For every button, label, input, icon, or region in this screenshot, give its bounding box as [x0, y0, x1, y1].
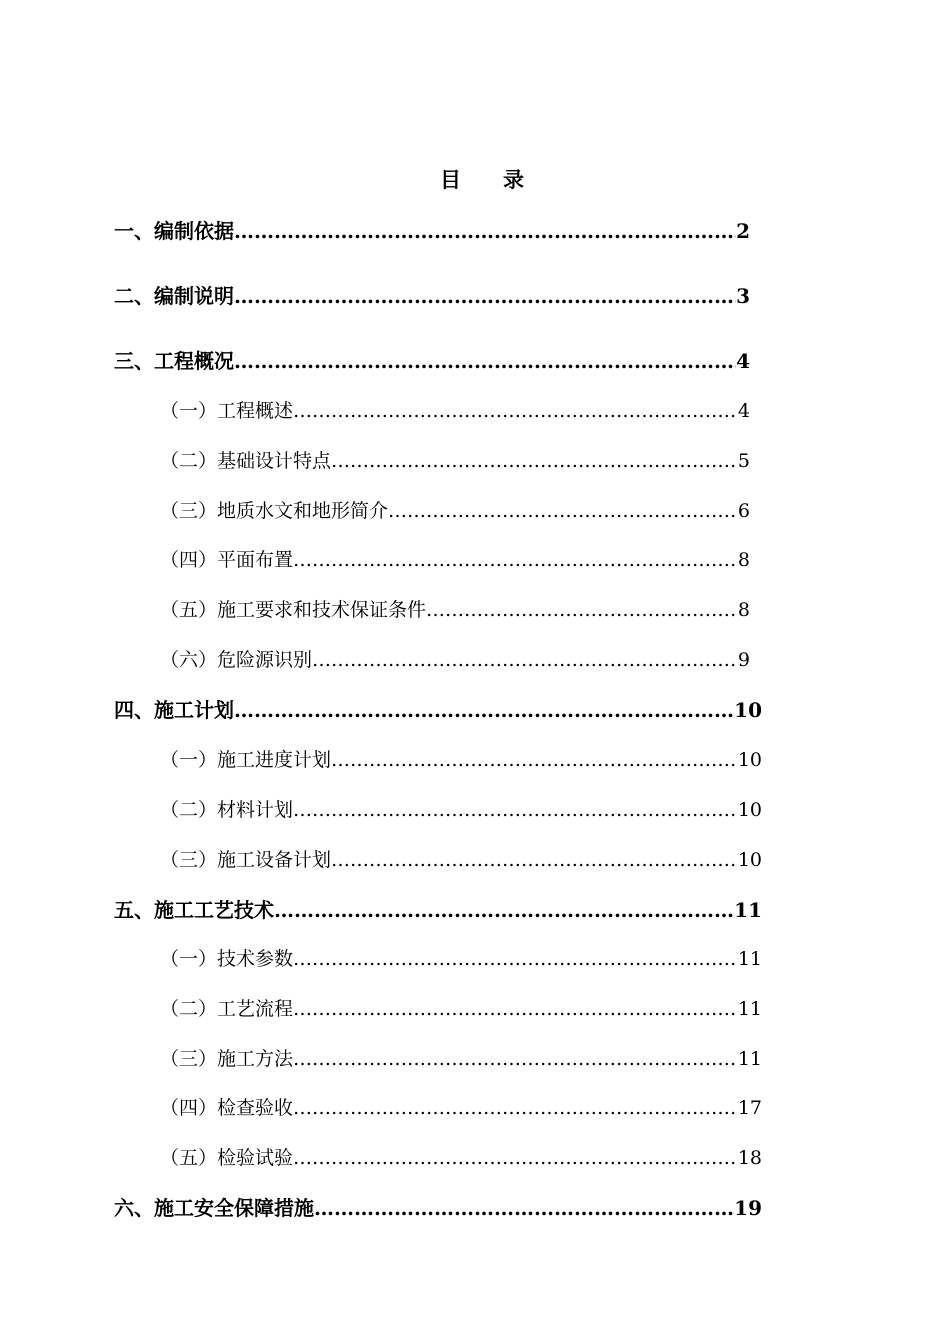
toc-leader — [293, 1093, 738, 1123]
toc-leader — [426, 595, 738, 625]
toc-entry-page: 18 — [737, 1147, 762, 1169]
toc-leader — [293, 545, 738, 575]
toc-entry-page: 9 — [737, 649, 750, 671]
toc-entry-3-5[interactable] — [160, 595, 750, 625]
toc-entry-label: （六）危险源识别 — [160, 649, 313, 671]
toc-leader — [331, 845, 738, 875]
toc-leader — [314, 1193, 734, 1223]
toc-entry-2[interactable] — [114, 281, 750, 311]
toc-entry-label: （三）施工方法 — [160, 1048, 294, 1070]
toc-entry-5-3[interactable] — [160, 1044, 762, 1074]
toc-entry-page: 4 — [737, 400, 750, 422]
toc-entry-3-6[interactable] — [160, 645, 750, 675]
toc-leader — [274, 895, 734, 925]
toc-leader — [293, 944, 738, 974]
toc-entry-label: （二）工艺流程 — [160, 998, 294, 1020]
toc-entry-page: 10 — [737, 799, 762, 821]
toc-leader — [234, 346, 736, 376]
toc-entry-label: 三、工程概况 — [114, 349, 234, 373]
toc-entry-3-4[interactable] — [160, 545, 750, 575]
toc-entry-page: 4 — [736, 349, 750, 373]
toc-leader — [293, 396, 738, 426]
toc-leader — [331, 745, 738, 775]
toc-entry-label: （三）地质水文和地形简介 — [160, 500, 389, 522]
toc-entry-label: （四）检查验收 — [160, 1097, 294, 1119]
toc-leader — [312, 645, 738, 675]
toc-entry-label: （五）检验试验 — [160, 1147, 294, 1169]
toc-entry-label: （五）施工要求和技术保证条件 — [160, 599, 427, 621]
toc-entry-label: （四）平面布置 — [160, 549, 294, 571]
toc-entry-page: 17 — [737, 1097, 762, 1119]
toc-entry-page: 2 — [736, 219, 750, 243]
toc-entry-page: 5 — [737, 450, 750, 472]
toc-entry-5-2[interactable] — [160, 994, 762, 1024]
toc-entry-page: 8 — [737, 549, 750, 571]
toc-entry-label: （二）基础设计特点 — [160, 450, 332, 472]
toc-title: 目 录 — [440, 167, 524, 192]
toc-entry-label: 一、编制依据 — [114, 219, 234, 243]
toc-entry-label: 五、施工工艺技术 — [114, 898, 274, 922]
toc-entry-page: 11 — [737, 1048, 762, 1070]
toc-entry-3-3[interactable] — [160, 496, 750, 526]
toc-entry-page: 11 — [737, 948, 762, 970]
toc-entry-5-4[interactable] — [160, 1093, 762, 1123]
toc-entry-4-3[interactable] — [160, 845, 762, 875]
toc-leader — [234, 281, 736, 311]
toc-entry-3-1[interactable] — [160, 396, 750, 426]
toc-entry-page: 8 — [737, 599, 750, 621]
toc-entry-label: （一）工程概述 — [160, 400, 294, 422]
toc-entry-label: （一）技术参数 — [160, 948, 294, 970]
toc-entry-5[interactable] — [114, 895, 762, 925]
toc-entry-page: 10 — [737, 849, 762, 871]
toc-leader — [293, 994, 738, 1024]
toc-entry-1[interactable] — [114, 216, 750, 246]
toc-leader — [234, 216, 736, 246]
toc-entry-4-1[interactable] — [160, 745, 762, 775]
toc-entry-page: 19 — [734, 1196, 762, 1220]
toc-entry-6[interactable] — [114, 1193, 762, 1223]
toc-entry-page: 11 — [734, 898, 762, 922]
toc-entry-page: 6 — [737, 500, 750, 522]
toc-entry-label: 六、施工安全保障措施 — [114, 1196, 314, 1220]
toc-entry-4[interactable] — [114, 695, 762, 725]
toc-entry-label: 二、编制说明 — [114, 284, 234, 308]
toc-leader — [234, 695, 734, 725]
toc-entry-page: 10 — [734, 698, 762, 722]
toc-leader — [331, 446, 738, 476]
toc-leader — [293, 1143, 738, 1173]
toc-entry-4-2[interactable] — [160, 795, 762, 825]
toc-entry-5-5[interactable] — [160, 1143, 762, 1173]
toc-entry-3-2[interactable] — [160, 446, 750, 476]
toc-leader — [293, 795, 738, 825]
toc-entry-page: 11 — [737, 998, 762, 1020]
toc-leader — [388, 496, 738, 526]
toc-leader — [293, 1044, 738, 1074]
toc-entry-page: 3 — [736, 284, 750, 308]
toc-entry-label: （二）材料计划 — [160, 799, 294, 821]
toc-entry-label: （一）施工进度计划 — [160, 749, 332, 771]
toc-entry-3[interactable] — [114, 346, 750, 376]
toc-entry-page: 10 — [737, 749, 762, 771]
toc-entry-5-1[interactable] — [160, 944, 762, 974]
toc-entry-label: 四、施工计划 — [114, 698, 234, 722]
toc-entry-label: （三）施工设备计划 — [160, 849, 332, 871]
